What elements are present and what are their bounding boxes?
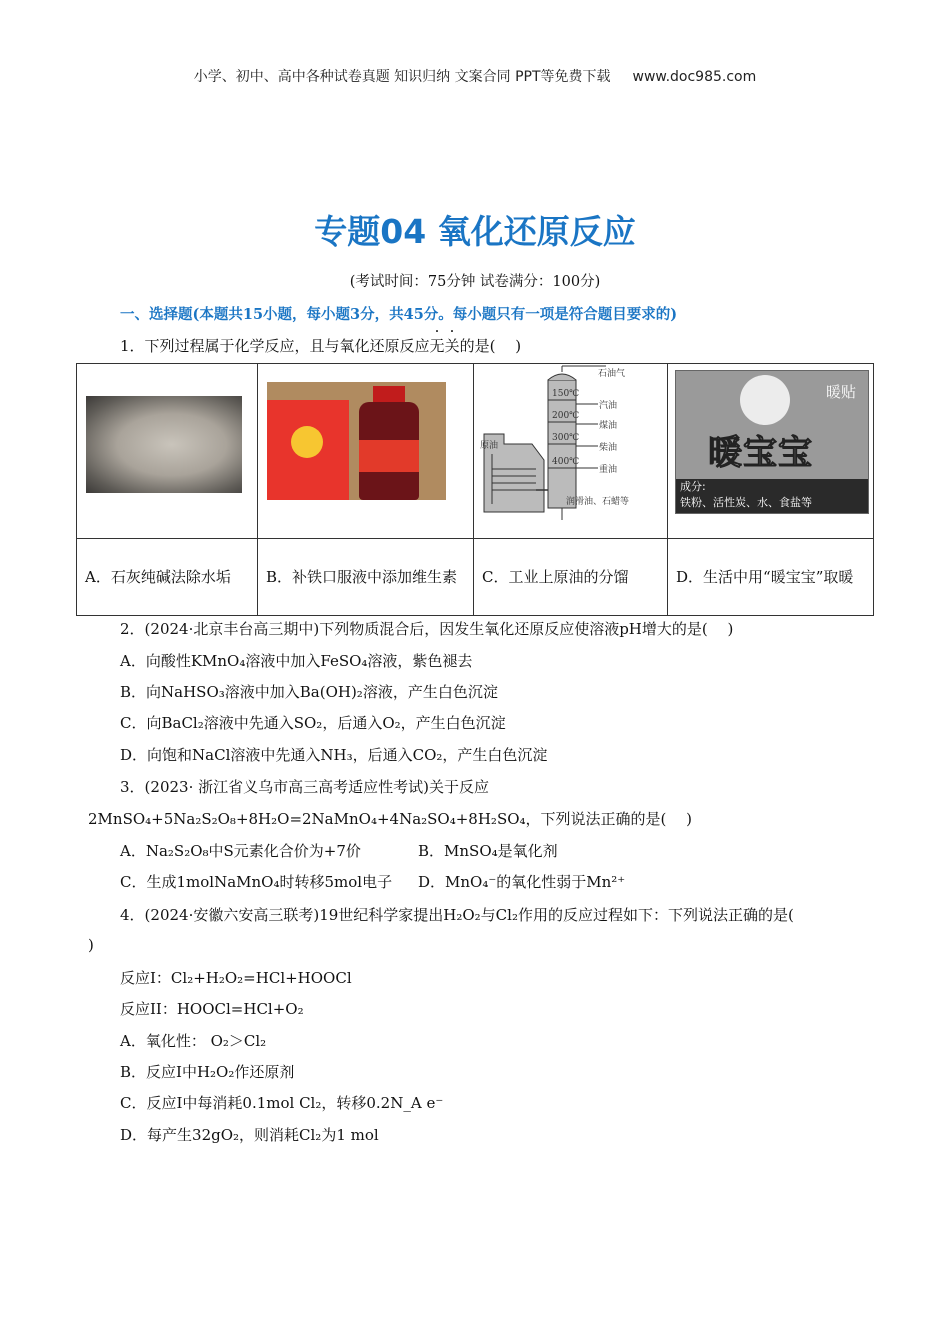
snowman-icon — [740, 375, 790, 425]
temp-300: 300℃ — [552, 433, 580, 443]
page-title: 专题04 氧化还原反应 — [314, 212, 636, 251]
ingredients-list: 铁粉、活性炭、水、食盐等 — [680, 496, 812, 509]
image-cell-a — [77, 364, 258, 539]
q4-stem: 4．(2024·安徽六安高三联考)19世纪科学家提出H₂O₂与Cl₂作用的反应过程如下：下列说法正确的是( — [120, 906, 794, 924]
q4-option-c[interactable]: C．反应I中每消耗0.1mol Cl₂，转移0.2N_A e⁻ — [120, 1094, 444, 1112]
q3-option-d[interactable]: D．MnO₄⁻的氧化性弱于Mn²⁺ — [418, 873, 626, 891]
q1-stem-text: 1．下列过程属于化学反应，且与氧化还原反应 — [120, 337, 430, 355]
q3-option-b[interactable]: B．MnSO₄是氧化剂 — [418, 842, 558, 860]
smiley-icon — [291, 426, 323, 458]
temp-400: 400℃ — [552, 457, 580, 467]
fraction-bottom: 润滑油、石蜡等 — [566, 497, 630, 507]
q4-stem-cont: ) — [88, 936, 94, 954]
bottle-label — [359, 440, 419, 472]
fraction-gasoline: 汽油 — [599, 401, 618, 411]
q1-option-b[interactable]: B．补铁口服液中添加维生素 — [258, 539, 474, 616]
q3-equation: 2MnSO₄+5Na₂S₂O₈+8H₂O=2NaMnO₄+4Na₂SO₄+8H₂SO₄，下列说法正确的是( ) — [88, 810, 693, 828]
exam-info: (考试时间：75分钟 试卷满分：100分) — [349, 274, 601, 290]
emphasis-char: 关 — [444, 337, 460, 355]
q2-option-b[interactable]: B．向NaHSO₃溶液中加入Ba(OH)₂溶液，产生白色沉淀 — [120, 683, 498, 701]
emphasis-char: 无 — [429, 337, 445, 355]
q3-stem: 3．(2023· 浙江省义乌市高三高考适应性考试)关于反应 — [120, 778, 489, 796]
iron-supplement-photo — [267, 382, 446, 500]
q1-option-a[interactable]: A．石灰纯碱法除水垢 — [77, 539, 258, 616]
q1-stem — [120, 335, 521, 356]
section-heading: 一、选择题(本题共15小题，每小题3分，共45分。每小题只有一项是符合题目要求的) — [120, 306, 678, 323]
q4-option-d[interactable]: D．每产生32gO₂，则消耗Cl₂为1 mol — [120, 1126, 379, 1144]
q1-options-table — [76, 363, 874, 616]
q1-stem-end: 的是( ) — [459, 337, 522, 355]
hand-warmer-image — [675, 370, 869, 514]
fraction-top: 石油气 — [598, 369, 626, 379]
q4-option-b[interactable]: B．反应I中H₂O₂作还原剂 — [120, 1063, 295, 1081]
q2-stem: 2．(2024·北京丰台高三期中)下列物质混合后，因发生氧化还原反应使溶液pH增大的是( ) — [120, 620, 734, 638]
page-header — [0, 66, 950, 86]
q2-option-d[interactable]: D．向饱和NaCl溶液中先通入NH₃，后通入CO₂，产生白色沉淀 — [120, 746, 548, 764]
temp-200: 200℃ — [552, 411, 580, 421]
q4-reaction-2: 反应II：HOOCl=HCl+O₂ — [120, 1000, 304, 1018]
sticker-label: 暖贴 — [825, 383, 856, 401]
fraction-heavy: 重油 — [599, 465, 618, 475]
image-cell-b — [258, 364, 474, 539]
q1-option-c[interactable]: C．工业上原油的分馏 — [474, 539, 668, 616]
scale-kettle-photo — [86, 396, 242, 493]
image-cell-c — [474, 364, 668, 539]
header-site[interactable]: www.doc985.com — [632, 69, 757, 85]
image-cell-d — [668, 364, 874, 539]
header-text: 小学、初中、高中各种试卷真题 知识归纳 文案合同 PPT等免费下载 — [193, 69, 611, 85]
distillation-diagram — [474, 364, 667, 534]
crude-label: 原油 — [480, 441, 499, 451]
q2-option-a[interactable]: A．向酸性KMnO₄溶液中加入FeSO₄溶液，紫色褪去 — [120, 652, 473, 670]
temp-150: 150℃ — [552, 389, 580, 399]
q3-option-c[interactable]: C．生成1molNaMnO₄时转移5mol电子 — [120, 873, 393, 891]
ingredients-box — [676, 479, 868, 513]
q2-option-c[interactable]: C．向BaCl₂溶液中先通入SO₂，后通入O₂，产生白色沉淀 — [120, 714, 506, 732]
q4-option-a[interactable]: A．氧化性： O₂＞Cl₂ — [120, 1032, 267, 1050]
fraction-diesel: 柴油 — [599, 443, 618, 453]
q4-reaction-1: 反应I：Cl₂+H₂O₂=HCl+HOOCl — [120, 969, 352, 987]
ingredients-heading: 成分: — [680, 480, 706, 493]
hand-warmer-brand: 暖宝宝 — [708, 433, 813, 473]
q1-option-d[interactable]: D．生活中用“暖宝宝”取暖 — [668, 539, 874, 616]
fraction-kerosene: 煤油 — [599, 421, 618, 431]
q3-option-a[interactable]: A．Na₂S₂O₈中S元素化合价为+7价 — [120, 842, 361, 860]
